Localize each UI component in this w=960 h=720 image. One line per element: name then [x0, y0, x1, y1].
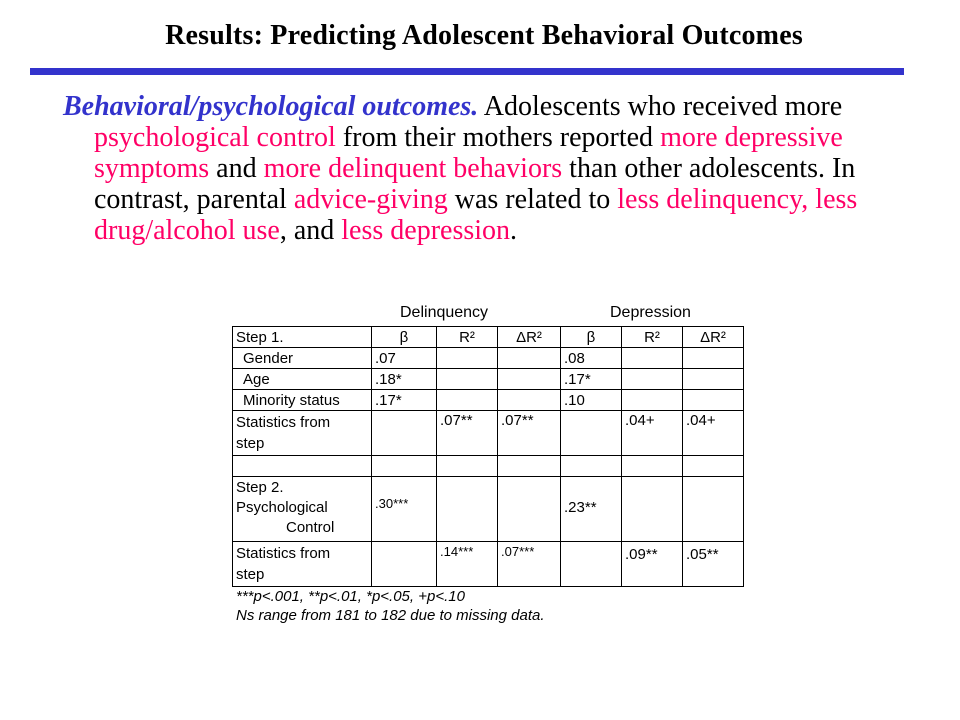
- cell-empty: [683, 348, 744, 369]
- table-spacer-row: [233, 456, 744, 477]
- highlight-psychological-control: psychological control: [94, 122, 336, 153]
- cell-empty: [683, 369, 744, 390]
- table-row: [233, 348, 744, 369]
- cell-empty: [622, 369, 683, 390]
- header-dep-delta-r2: ΔR²: [683, 327, 744, 348]
- cell-empty: [372, 411, 437, 456]
- cell-stats1-dep-r2: .04+: [622, 411, 683, 456]
- group-header-delinquency: Delinquency: [400, 304, 489, 321]
- header-del-beta: β: [372, 327, 437, 348]
- slide-title: Results: Predicting Adolescent Behavioral Outcomes: [165, 20, 803, 51]
- row-label-age: Age: [233, 369, 372, 390]
- highlight-delinquent-behaviors: more delinquent behaviors: [263, 153, 563, 184]
- cell-empty: [437, 348, 498, 369]
- cell-empty: [622, 348, 683, 369]
- cell-stats1-dep-delta-r2: .04+: [683, 411, 744, 456]
- row-label-step2: [233, 477, 372, 542]
- paragraph-text-4: than other adolescents. In contrast, parental: [94, 153, 856, 215]
- cell-age-del-beta: .18*: [372, 369, 437, 390]
- cell-empty: [622, 477, 683, 542]
- paragraph-text-5: was related to: [454, 184, 611, 215]
- cell-step2-dep-beta: .23**: [561, 477, 622, 542]
- paragraph-lead: Behavioral/psychological outcomes.: [63, 91, 479, 122]
- header-del-delta-r2: ΔR²: [498, 327, 561, 348]
- row-label-gender: Gender: [233, 348, 372, 369]
- group-headers: [222, 304, 744, 326]
- table-row: [233, 390, 744, 411]
- paragraph-text-1: Adolescents who received more: [483, 91, 843, 122]
- cell-empty: [437, 456, 498, 477]
- table-header-row: [233, 327, 744, 348]
- cell-stats1-del-r2: .07**: [437, 411, 498, 456]
- cell-age-dep-beta: .17*: [561, 369, 622, 390]
- step2-label-line1: Step 2.: [236, 479, 284, 496]
- cell-empty: [498, 348, 561, 369]
- row-label-stats-step1: [233, 411, 372, 456]
- cell-minority-del-beta: .17*: [372, 390, 437, 411]
- row-label-minority: Minority status: [233, 390, 372, 411]
- table-row: [233, 542, 744, 587]
- paragraph-text-7: .: [510, 215, 518, 246]
- sample-note: Ns range from 181 to 182 due to missing data.: [236, 607, 545, 624]
- title-underline: [30, 68, 904, 75]
- cell-empty: [561, 411, 622, 456]
- cell-stats2-del-r2: .14***: [437, 542, 498, 587]
- stats2-label-line2: step: [236, 566, 265, 583]
- cell-stats2-dep-delta-r2: .05**: [683, 542, 744, 587]
- cell-empty: [498, 390, 561, 411]
- table-row: [233, 369, 744, 390]
- cell-empty: [372, 542, 437, 587]
- highlight-less-delinquency-drug: less delinquency, less drug/alcohol use: [94, 184, 858, 246]
- significance-note: ***p<.001, **p<.01, *p<.05, +p<.10: [236, 588, 465, 605]
- cell-empty: [437, 390, 498, 411]
- header-dep-beta: β: [561, 327, 622, 348]
- table-row: [233, 411, 744, 456]
- cell-empty: [437, 369, 498, 390]
- cell-step2-del-beta: .30***: [372, 477, 437, 542]
- stats2-label-line1: Statistics from: [236, 545, 331, 562]
- table-row: [233, 477, 744, 542]
- results-table-figure: [222, 304, 744, 625]
- cell-empty: [437, 477, 498, 542]
- cell-stats1-del-delta-r2: .07**: [498, 411, 561, 456]
- results-table: [232, 326, 744, 587]
- paragraph-text-6: , and: [279, 215, 335, 246]
- cell-empty: [372, 456, 437, 477]
- highlight-less-depression: less depression: [341, 215, 511, 246]
- cell-empty: [561, 456, 622, 477]
- header-del-r2: R²: [437, 327, 498, 348]
- cell-empty: [561, 542, 622, 587]
- step2-label-line2: Psychological: [236, 499, 328, 516]
- cell-stats2-dep-r2: .09**: [622, 542, 683, 587]
- cell-empty: [683, 390, 744, 411]
- cell-gender-dep-beta: .08: [561, 348, 622, 369]
- cell-stats2-del-delta-r2: .07***: [498, 542, 561, 587]
- stats1-label-line2: step: [236, 435, 265, 452]
- header-dep-r2: R²: [622, 327, 683, 348]
- table-notes: [236, 587, 744, 625]
- cell-gender-del-beta: .07: [372, 348, 437, 369]
- cell-empty: [683, 456, 744, 477]
- stats1-label-line1: Statistics from: [236, 414, 331, 431]
- highlight-advice-giving: advice-giving: [293, 184, 448, 215]
- cell-empty: [683, 477, 744, 542]
- cell-empty: [498, 477, 561, 542]
- cell-minority-dep-beta: .10: [561, 390, 622, 411]
- paragraph-text-3: and: [216, 153, 257, 184]
- paragraph-text-2: from their mothers reported: [342, 122, 654, 153]
- highlight-depressive-symptoms: more depressive symptoms: [94, 122, 843, 184]
- cell-empty: [622, 456, 683, 477]
- cell-empty: [622, 390, 683, 411]
- row-label-stats-step2: [233, 542, 372, 587]
- results-paragraph: [63, 91, 939, 246]
- cell-empty: [498, 456, 561, 477]
- cell-empty: [498, 369, 561, 390]
- step2-label-line3: Control: [286, 519, 335, 536]
- group-header-depression: Depression: [610, 304, 691, 321]
- header-step1: Step 1.: [233, 327, 372, 348]
- cell-empty: [233, 456, 372, 477]
